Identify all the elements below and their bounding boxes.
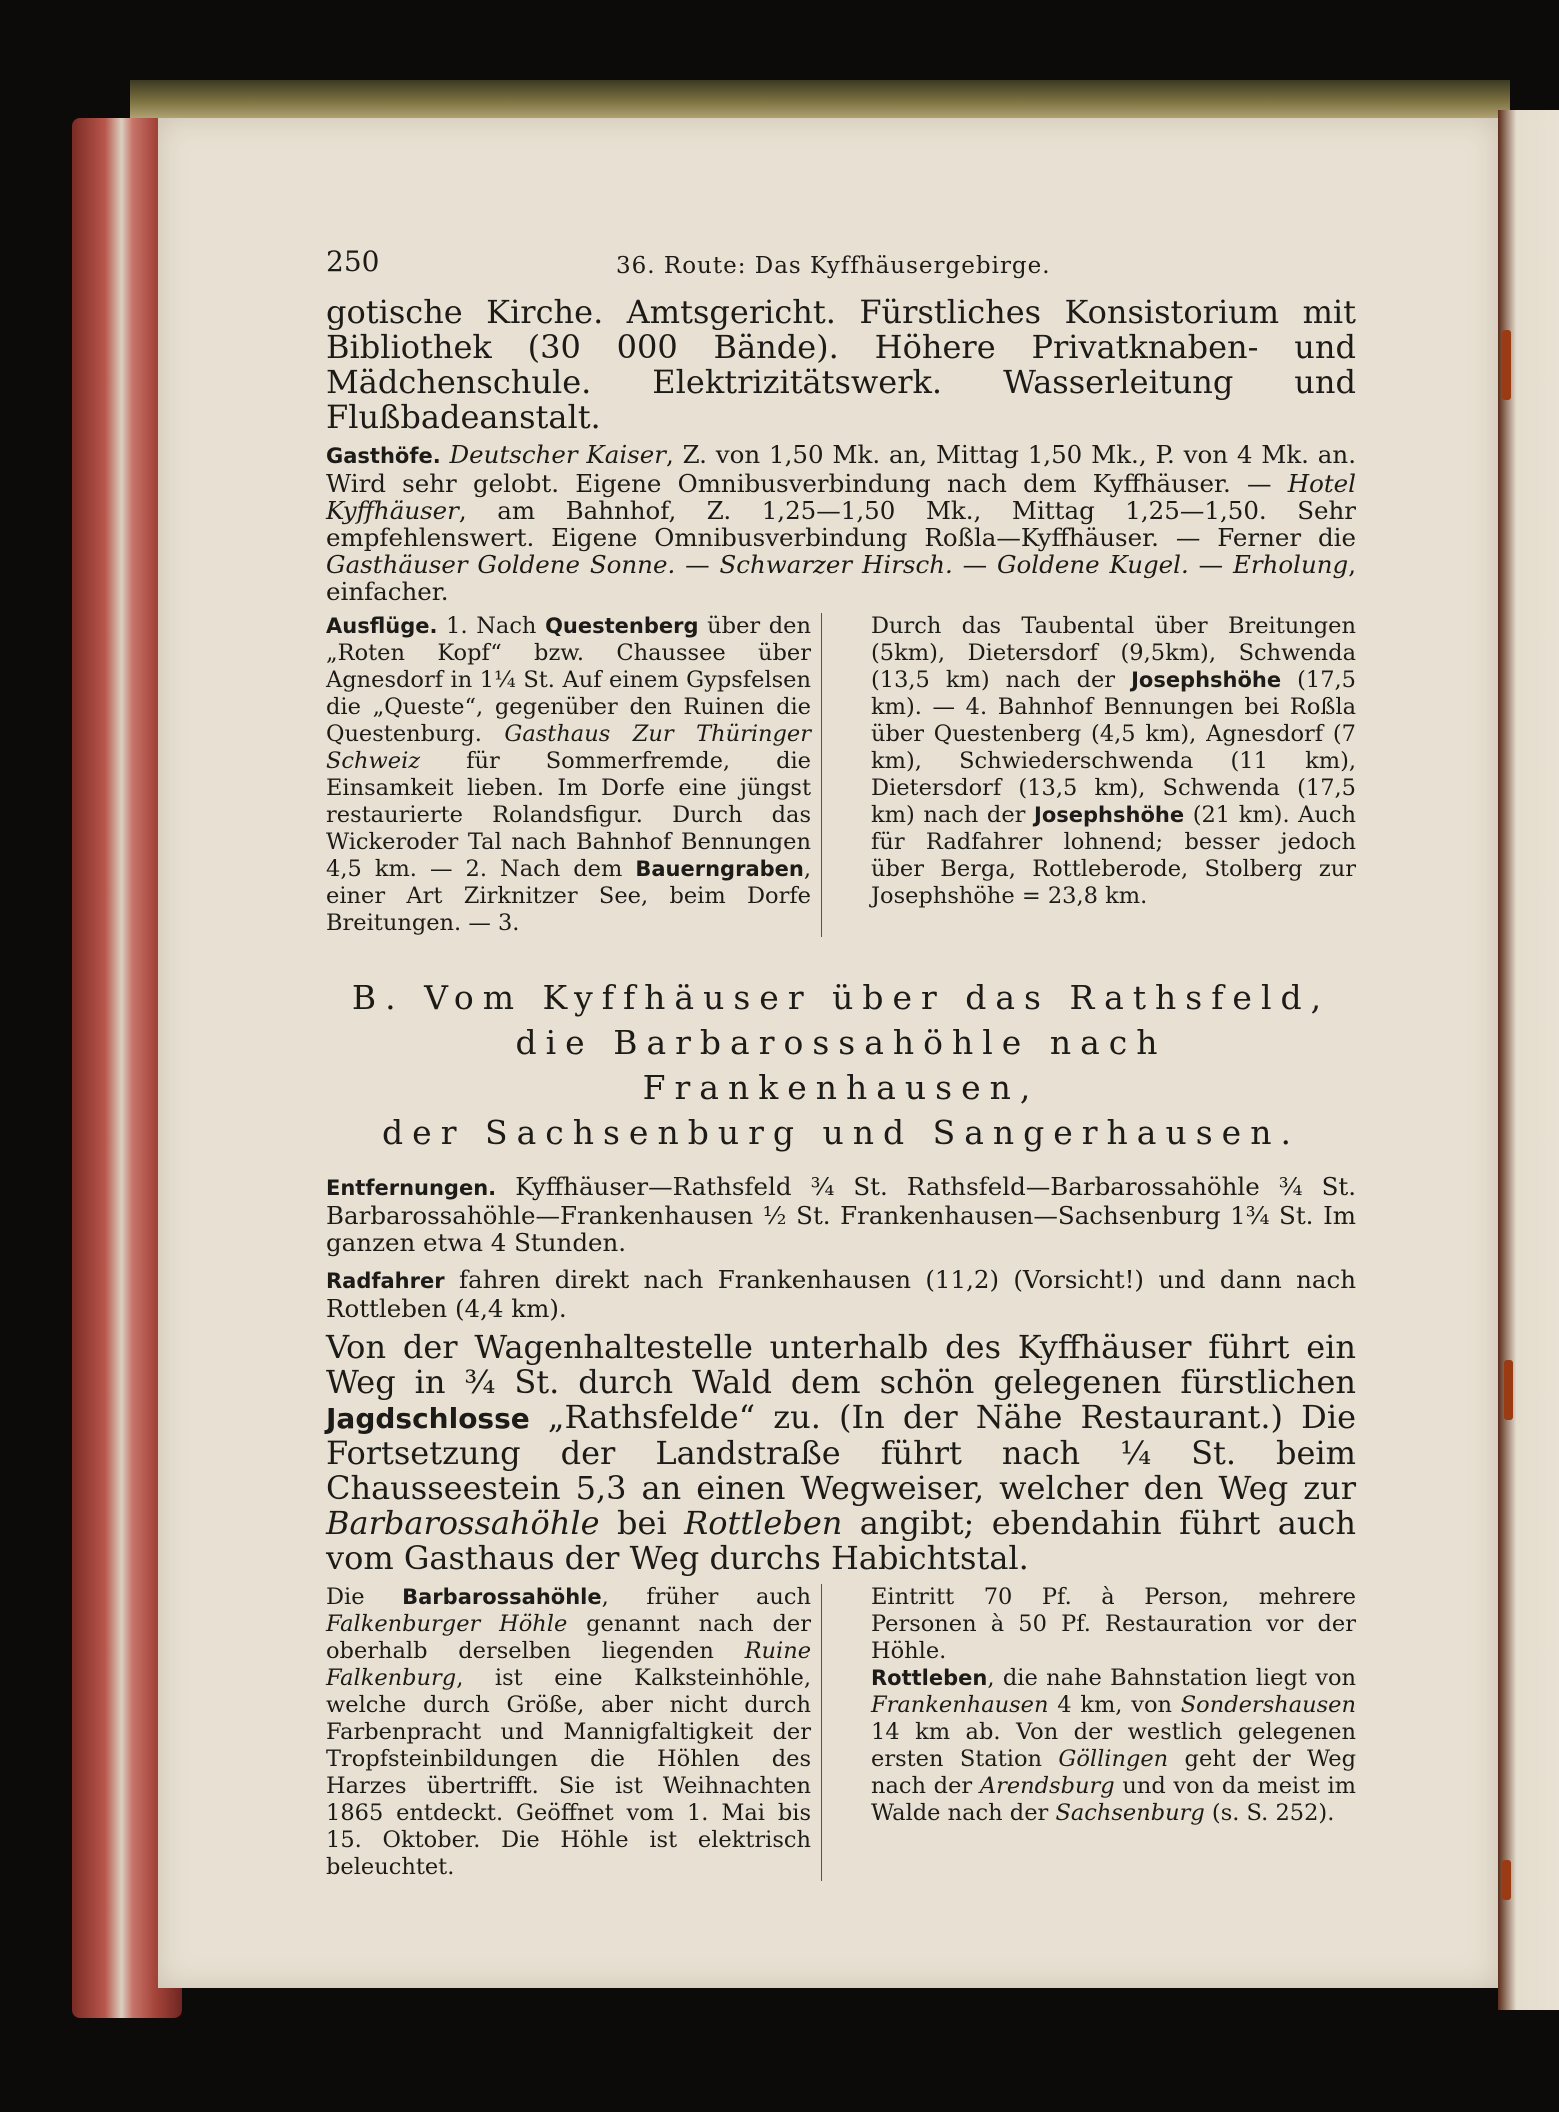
place-name: Josephshöhe bbox=[1034, 803, 1185, 827]
text-run: 1. Nach bbox=[446, 613, 537, 639]
hotel-name: Schwarzer Hirsch. bbox=[719, 550, 953, 579]
running-head: 36. Route: Das Kyffhäusergebirge. bbox=[616, 253, 1051, 279]
text-run: , einer Art Zirknitzer See, beim Dorfe Breitungen. — 3. bbox=[326, 856, 811, 936]
text-run: genannt nach der oberhalb derselben liegenden bbox=[326, 1611, 811, 1664]
section-heading-line: die Barbarossahöhle nach Frankenhausen, bbox=[515, 1023, 1167, 1107]
text-run: , die nahe Bahnstation liegt von bbox=[987, 1665, 1356, 1691]
place-name: Rottleben bbox=[684, 1504, 843, 1542]
text-run: über den „Roten Kopf“ bzw. Chaussee über Agnesdorf in 1¼ St. Auf einem Gypsfelsen die „Queste“, gegenüber den Ruinen die Questenburg. bbox=[326, 613, 811, 747]
hotel-name: Deutscher Kaiser bbox=[449, 440, 666, 469]
gasthoefe-paragraph bbox=[326, 441, 1356, 605]
ausfluege-label: Ausflüge. bbox=[326, 614, 438, 638]
hotel-name: Hotel Kyffhäuser bbox=[326, 469, 1356, 525]
hotel-name: Erholung bbox=[1233, 550, 1349, 579]
text-run: , früher auch bbox=[601, 1584, 811, 1610]
text-run: Eintritt 70 Pf. à Person, mehrere Personen à 50 Pf. Restauration vor der Höhle. bbox=[871, 1584, 1356, 1664]
text-run: 14 km ab. Von der westlich gelegenen ersten Station bbox=[871, 1719, 1356, 1772]
facing-page-mark bbox=[1502, 330, 1511, 400]
place-name: Ruine Falkenburg bbox=[326, 1638, 812, 1691]
text-run: Von der Wagenhaltestelle unterhalb des Kyffhäuser führt ein Weg in ¾ St. durch Wald dem schön gelegenen fürstlichen bbox=[326, 1328, 1356, 1401]
place-name: Barbarossahöhle bbox=[326, 1504, 600, 1542]
place-name: Bauerngraben bbox=[635, 857, 804, 881]
place-name: Jagdschlosse bbox=[326, 1402, 530, 1435]
place-name: Sachsenburg bbox=[1055, 1800, 1205, 1826]
hotel-name: Goldene Kugel. bbox=[996, 550, 1189, 579]
text-run: Die bbox=[326, 1584, 365, 1610]
dash: — bbox=[962, 550, 988, 579]
dash: — bbox=[685, 550, 710, 579]
hotel-details: , einfacher. bbox=[326, 550, 1357, 606]
ausfluege-right-text bbox=[871, 613, 1356, 910]
place-name: Falkenburger Höhle bbox=[326, 1611, 568, 1637]
text-run: (s. S. 252). bbox=[1211, 1800, 1335, 1826]
text-run: bei bbox=[617, 1504, 667, 1542]
place-name: Göllingen bbox=[1058, 1746, 1169, 1772]
inn-name: Gasthaus Zur Thüringer Schweiz bbox=[326, 721, 811, 774]
entfernungen-label: Entfernungen. bbox=[326, 1176, 497, 1200]
text-run: Durch das Taubental über Breitungen (5km), Dietersdorf (9,5km), Schwenda (13,5 km) nach der bbox=[871, 613, 1356, 693]
page-number: 250 bbox=[326, 245, 380, 278]
place-name: Arendsburg bbox=[979, 1773, 1115, 1799]
text-run: für Sommerfremde, die Einsamkeit lieben. Im Dorfe eine jüngst restaurierte Rolandsfigur. Durch das Wickeroder Tal nach Bahnhof Bennungen 4,5 km. — 2. Nach dem bbox=[326, 748, 812, 882]
section-heading-line: B. Vom Kyffhäuser über das Rathsfeld, bbox=[351, 978, 1331, 1017]
entfernungen-text: Kyffhäuser—Rathsfeld ¾ St. Rathsfeld—Barbarossahöhle ¾ St. Barbarossahöhle—Frankenhausen ½ St. Frankenhausen—Sachsenburg 1¾ St. Im ganzen etwa 4 Stunden. bbox=[326, 1172, 1356, 1257]
intro-paragraph: gotische Kirche. Amtsgericht. Fürstliches Konsistorium mit Bibliothek (30 000 Bände). Höhere Privatknaben- und Mädchenschule. Elektrizitätswerk. Wasserleitung und Flußbadeanstalt. bbox=[326, 293, 1356, 436]
text-run: (21 km). Auch für Radfahrer lohnend; besser jedoch über Berga, Rottleberode, Stolberg zur Josephshöhe = 23,8 km. bbox=[871, 802, 1357, 909]
section-heading bbox=[326, 975, 1356, 1155]
radfahrer-paragraph bbox=[326, 1266, 1356, 1322]
barbarossa-left-column bbox=[326, 1584, 822, 1881]
text-run: „Rathsfelde“ zu. (In der Nähe Restaurant.) Die Fortsetzung der Landstraße führt nach ¼ St. beim Chausseestein 5,3 an einen Wegweiser, welcher den Weg zur bbox=[326, 1398, 1357, 1507]
rottleben-text bbox=[871, 1665, 1356, 1827]
place-name: Frankenhausen bbox=[871, 1692, 1049, 1718]
text-run: und von da meist im Walde nach der bbox=[871, 1773, 1357, 1826]
facing-page-mark bbox=[1502, 1860, 1511, 1900]
barbarossa-left-text bbox=[326, 1584, 811, 1881]
radfahrer-label: Radfahrer bbox=[326, 1269, 445, 1293]
place-name: Sondershausen bbox=[1180, 1692, 1356, 1718]
entfernungen-paragraph bbox=[326, 1173, 1356, 1256]
page-header bbox=[326, 245, 1356, 295]
place-name: Josephshöhe bbox=[1131, 668, 1282, 692]
hotel-details: , Z. von 1,50 Mk. an, Mittag 1,50 Mk., P. von 4 Mk. an. Wird sehr gelobt. Eigene Omnibusverbindung nach dem Kyffhäuser. — bbox=[326, 440, 1356, 498]
radfahrer-text: fahren direkt nach Frankenhausen (11,2) (Vorsicht!) und dann nach Rottleben (4,4 km). bbox=[326, 1265, 1356, 1323]
text-run: (17,5 km). — 4. Bahnhof Bennungen bei Roßla über Questenberg (4,5 km), Agnesdorf (7 km), Schwiederschwenda (11 km), Dietersdorf (13,5 km), Schwenda (17,5 km) nach der bbox=[871, 667, 1357, 828]
text-run: 4 km, von bbox=[1057, 1692, 1172, 1718]
main-paragraph bbox=[326, 1330, 1356, 1576]
hotel-details: , am Bahnhof, Z. 1,25—1,50 Mk., Mittag 1,25—1,50. Sehr empfehlenswert. Eigene Omnibusverbindung Roßla—Kyffhäuser. — Ferner die bbox=[326, 496, 1356, 552]
facing-page-mark bbox=[1504, 1360, 1513, 1420]
place-name: Rottleben bbox=[871, 1666, 988, 1690]
section-heading-line: der Sachsenburg und Sangerhausen. bbox=[382, 1113, 1300, 1152]
ausfluege-left-column bbox=[326, 613, 822, 937]
barbarossa-columns bbox=[326, 1584, 1356, 1881]
ausfluege-right-column bbox=[871, 613, 1356, 937]
text-run: angibt; ebendahin führt auch vom Gasthaus der Weg durchs Habichtstal. bbox=[326, 1504, 1357, 1577]
ausfluege-left-text bbox=[326, 613, 811, 937]
dash: — bbox=[1198, 550, 1224, 579]
barbarossa-right-text bbox=[871, 1584, 1356, 1665]
text-run: , ist eine Kalksteinhöhle, welche durch Größe, aber nicht durch Farbenpracht und Mannigfaltigkeit der Tropfsteinbildungen die Höhlen des Harzes übertrifft. Sie ist Weihnachten 1865 entdeckt. Geöffnet vom 1. Mai bis 15. Oktober. Die Höhle ist elektrisch beleuchtet. bbox=[326, 1665, 811, 1880]
place-name: Questenberg bbox=[545, 614, 699, 638]
place-name: Barbarossahöhle bbox=[402, 1585, 602, 1609]
hotel-name: Gasthäuser Goldene Sonne. bbox=[326, 550, 676, 579]
page-content bbox=[326, 245, 1356, 1881]
facing-page-edge bbox=[1498, 110, 1559, 2010]
barbarossa-right-column bbox=[871, 1584, 1356, 1881]
ausfluege-columns bbox=[326, 613, 1356, 937]
gasthoefe-label: Gasthöfe. bbox=[326, 444, 441, 468]
text-run: geht der Weg nach der bbox=[871, 1746, 1357, 1799]
